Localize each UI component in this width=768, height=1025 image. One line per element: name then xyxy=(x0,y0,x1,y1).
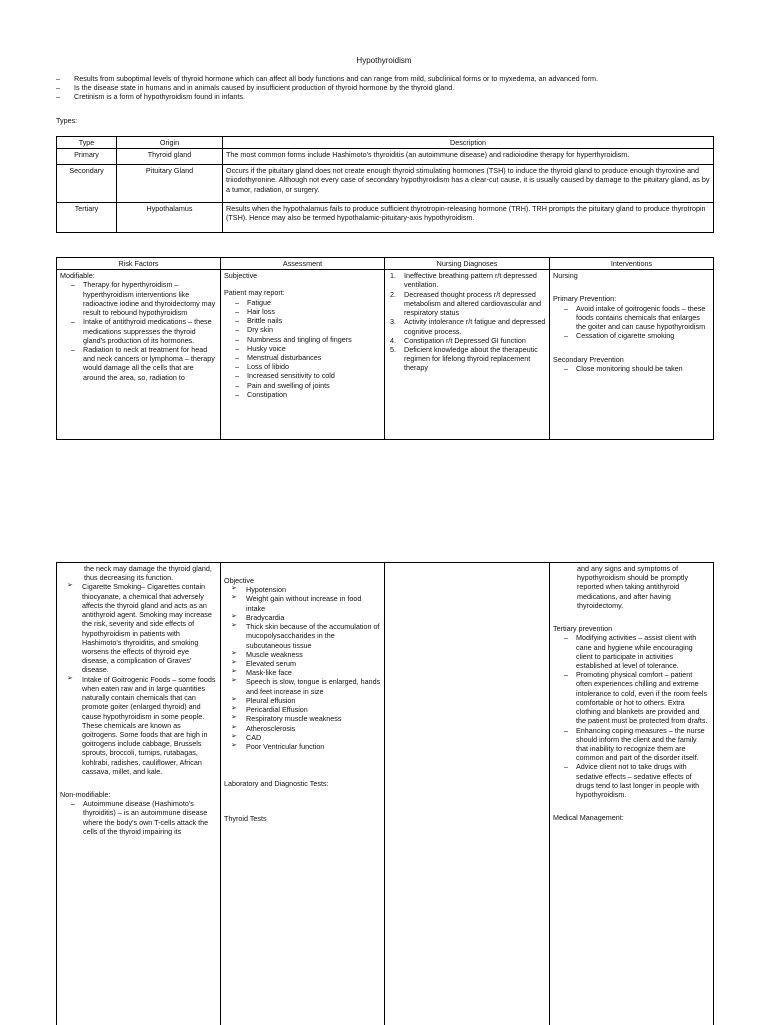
list-item: ➢ Bradycardia xyxy=(228,613,381,622)
list-item: – Is the disease state in humans and in animals caused by insufficient production of thyroid hormone by the thyroid gland. xyxy=(56,83,716,92)
list-item: – Loss of libido xyxy=(230,362,381,371)
list-item: – Hair loss xyxy=(230,307,381,316)
list-item: – Intake of antithyroid medications – these medications suppresses the thyroid gland's production of its hormones. xyxy=(66,317,217,345)
table-header-row xyxy=(57,137,714,149)
primary-prevention-list xyxy=(553,304,710,341)
list-item xyxy=(388,317,546,335)
list-item: ➢ Intake of Goitrogenic Foods – some foods when eaten raw and in large quantities naturally contain chemicals that can promote goiter (enlarged thyroid) and cause hypothyroidism in some people. These chemicals are known as goitrogens. Some foods that are high in goitrogens include cabbage, Brussels sprouts, broccoli, turnips, rutabagas, kohlrabi, radishes, cauliflower, African cassava, millet, and kale. xyxy=(64,675,217,776)
non-modifiable-list xyxy=(60,799,217,836)
list-item: ➢ Thick skin because of the accumulation of mucopolysaccharides in the subcutaneous tissue xyxy=(228,622,381,650)
list-item xyxy=(388,345,546,373)
list-item: – Constipation xyxy=(230,390,381,399)
list-item xyxy=(388,336,546,345)
list-item: – Brittle nails xyxy=(230,316,381,325)
diagnosis-text: Ineffective breathing pattern r/t depressed ventilation. xyxy=(404,271,537,290)
diagnoses-cell xyxy=(385,563,550,1025)
nursing-table xyxy=(56,257,714,440)
list-item: ➢ Weight gain without increase in food intake xyxy=(228,594,381,612)
types-label: Types: xyxy=(56,116,78,125)
risk-factors-cell xyxy=(57,270,221,440)
section-heading: Modifiable: xyxy=(60,271,95,281)
column-header: Assessment xyxy=(221,258,385,270)
list-item xyxy=(388,290,546,318)
secondary-prevention-list xyxy=(553,364,710,373)
objective-list xyxy=(224,585,381,751)
interventions-cell xyxy=(550,563,714,1025)
list-item: – Therapy for hyperthyroidism – hyperthyroidism interventions like radioactive iodine and thyroidectomy may result to rebound hypothyroidism xyxy=(66,280,217,317)
origin-cell: Pituitary Gland xyxy=(117,165,223,203)
table-header-row xyxy=(57,258,714,270)
item-number: 5. xyxy=(390,344,396,354)
list-item: – Dry skin xyxy=(230,325,381,334)
column-header: Description xyxy=(223,137,714,149)
list-item: ➢ Speech is slow, tongue is enlarged, hands and feet increase in size xyxy=(228,677,381,695)
risk-list xyxy=(60,280,217,381)
list-item: ➢ Pleural effusion xyxy=(228,696,381,705)
diagnosis-text: Deficient knowledge about the therapeutic regimen for lifelong thyroid replacement therapy xyxy=(404,344,538,373)
list-item: ➢ Muscle weakness xyxy=(228,650,381,659)
list-item: – Autoimmune disease (Hashimoto's thyroiditis) – is an autoimmune disease where the body's own T-cells attack the cells of the thyroid impairing its xyxy=(66,799,217,836)
list-item: – Avoid intake of goitrogenic foods – these foods contains chemicals that enlarges the goiter and can cause hypothyroidism xyxy=(559,304,710,332)
list-item: – Cretinism is a form of hypothyroidism found in infants. xyxy=(56,92,716,101)
interventions-cell xyxy=(550,270,714,440)
primary-prevention-label: Primary Prevention: xyxy=(553,294,617,304)
interventions-continuation: and any signs and symptoms of hypothyroidism should be promptly reported when taking antithyroid medications, and after having thyroidectomy. xyxy=(577,564,689,610)
risk-continuation: the neck may damage the thyroid gland, thus decreasing its function. xyxy=(84,564,212,583)
section-heading: Nursing xyxy=(553,271,578,281)
list-item: – Results from suboptimal levels of thyroid hormone which can affect all body functions and can range from mild, subclinical forms or to myxedema, an advanced form. xyxy=(56,74,716,83)
thyroid-tests-label: Thyroid Tests xyxy=(224,814,267,824)
table-row xyxy=(57,563,714,1025)
list-item: – Pain and swelling of joints xyxy=(230,381,381,390)
intro-list xyxy=(56,74,716,102)
column-header: Risk Factors xyxy=(57,258,221,270)
item-number: 3. xyxy=(390,317,396,327)
list-item: ➢ Cigarette Smoking– Cigarettes contain thiocyanate, a chemical that adversely affects the thyroid gland and acts as an antithyroid agent. Smoking may increase the risk, severity and side effects of hypothyroidism in patients with Hashimoto's thyroiditis, and smoking worsens the effects of thyroid eye disease, a complication of Graves' disease. xyxy=(64,582,217,674)
diagnosis-text: Decreased thought process r/t depressed metabolism and altered cardiovascular and respiratory status xyxy=(404,289,542,318)
list-item: – Radiation to neck at treatment for head and neck cancers or lymphoma – therapy would damage all the cells that are around the area, so, radiation to xyxy=(66,345,217,382)
list-item xyxy=(388,271,546,289)
column-header: Interventions xyxy=(550,258,714,270)
secondary-prevention-label: Secondary Prevention xyxy=(553,354,624,364)
column-header: Type xyxy=(57,137,117,149)
column-header: Nursing Diagnoses xyxy=(385,258,550,270)
diagnosis-list xyxy=(388,271,546,372)
item-number: 4. xyxy=(390,335,396,345)
list-item: ➢ Mask-like face xyxy=(228,668,381,677)
origin-cell: Hypothalamus xyxy=(117,203,223,233)
description-cell: Results when the hypothalamus fails to produce sufficient thyrotropin-releasing hormone (TRH). TRH prompts the pituitary gland to produce thyrotropin (TSH). Hence may also be termed hypothalamic-pituitary-axis hypothyroidism. xyxy=(223,203,714,233)
description-cell: Occurs if the pituitary gland does not create enough thyroid stimulating hormones (TSH) to induce the thyroid gland to produce enough thyroxine and triiodothyronine. Although not every case of secondary hypothyroidism has a clear-cut cause, it is usually caused by damage to the pituitary gland, as by a tumor, radiation, or surgery. xyxy=(223,165,714,203)
symptom-list xyxy=(224,298,381,399)
lab-tests-label: Laboratory and Diagnostic Tests: xyxy=(224,779,329,789)
table-row xyxy=(57,270,714,440)
list-item: ➢ Pericardial Effusion xyxy=(228,705,381,714)
list-item: – Menstrual disturbances xyxy=(230,353,381,362)
types-table xyxy=(56,136,714,233)
list-item: ➢ Hypotension xyxy=(228,585,381,594)
list-item: ➢ Poor Ventricular function xyxy=(228,742,381,751)
list-item: – Modifying activities – assist client with cane and hygiene while encouraging client to participate in activities established at level of tolerance. xyxy=(559,633,710,670)
assessment-cell xyxy=(221,563,385,1025)
list-item: – Advice client not to take drugs with sedative effects – sedative effects of drugs tend to last longer in people with hypothyroidism. xyxy=(559,762,710,799)
list-item: – Promoting physical comfort – patient often experiences chilling and extreme intolerance to cold, even if the room feels comfortable or hot to others. Extra clothing and blankets are provided and the patient must be protected from drafts. xyxy=(559,670,710,725)
list-item: ➢ Elevated serum xyxy=(228,659,381,668)
description-cell: The most common forms include Hashimoto's thyroiditis (an autoimmune disease) and radioiodine therapy for hyperthyroidism. xyxy=(223,149,714,165)
list-item: ➢ Atherosclerosis xyxy=(228,724,381,733)
diagnosis-text: Constipation r/t Depressed GI function xyxy=(404,335,526,345)
risk-factors-cell xyxy=(57,563,221,1025)
diagnoses-cell xyxy=(385,270,550,440)
assessment-cell xyxy=(221,270,385,440)
risk-arrow-list xyxy=(60,582,217,776)
type-cell: Primary xyxy=(57,149,117,165)
item-number: 1. xyxy=(390,271,396,281)
diagnosis-text: Activity intolerance r/t fatigue and depressed cognitive process. xyxy=(404,317,546,336)
item-number: 2. xyxy=(390,289,396,299)
list-item: ➢ Respiratory muscle weakness xyxy=(228,714,381,723)
tertiary-prevention-list xyxy=(553,633,710,799)
tertiary-prevention-label: Tertiary prevention xyxy=(553,624,613,634)
list-item: ➢ CAD xyxy=(228,733,381,742)
non-modifiable-label: Non-modifiable: xyxy=(60,790,111,800)
list-item: – Enhancing coping measures – the nurse should inform the client and the family that inability to recognize them are common and part of the disorder itself. xyxy=(559,726,710,763)
origin-cell: Thyroid gland xyxy=(117,149,223,165)
list-item: – Increased sensitivity to cold xyxy=(230,371,381,380)
assessment-intro: Patient may report: xyxy=(224,288,285,298)
table-row xyxy=(57,203,714,233)
list-item: – Close monitoring should be taken xyxy=(559,364,710,373)
type-cell: Secondary xyxy=(57,165,117,203)
type-cell: Tertiary xyxy=(57,203,117,233)
table-row xyxy=(57,165,714,203)
list-item: – Fatigue xyxy=(230,298,381,307)
section-heading: Objective xyxy=(224,576,254,585)
list-item: – Cessation of cigarette smoking xyxy=(559,331,710,340)
nursing-table-continued xyxy=(56,562,714,1025)
table-row xyxy=(57,149,714,165)
medical-management-label: Medical Management: xyxy=(553,813,624,823)
section-heading: Subjective xyxy=(224,271,258,281)
list-item: – Husky voice xyxy=(230,344,381,353)
page-title: Hypothyroidism xyxy=(356,56,412,65)
column-header: Origin xyxy=(117,137,223,149)
list-item: – Numbness and tingling of fingers xyxy=(230,335,381,344)
